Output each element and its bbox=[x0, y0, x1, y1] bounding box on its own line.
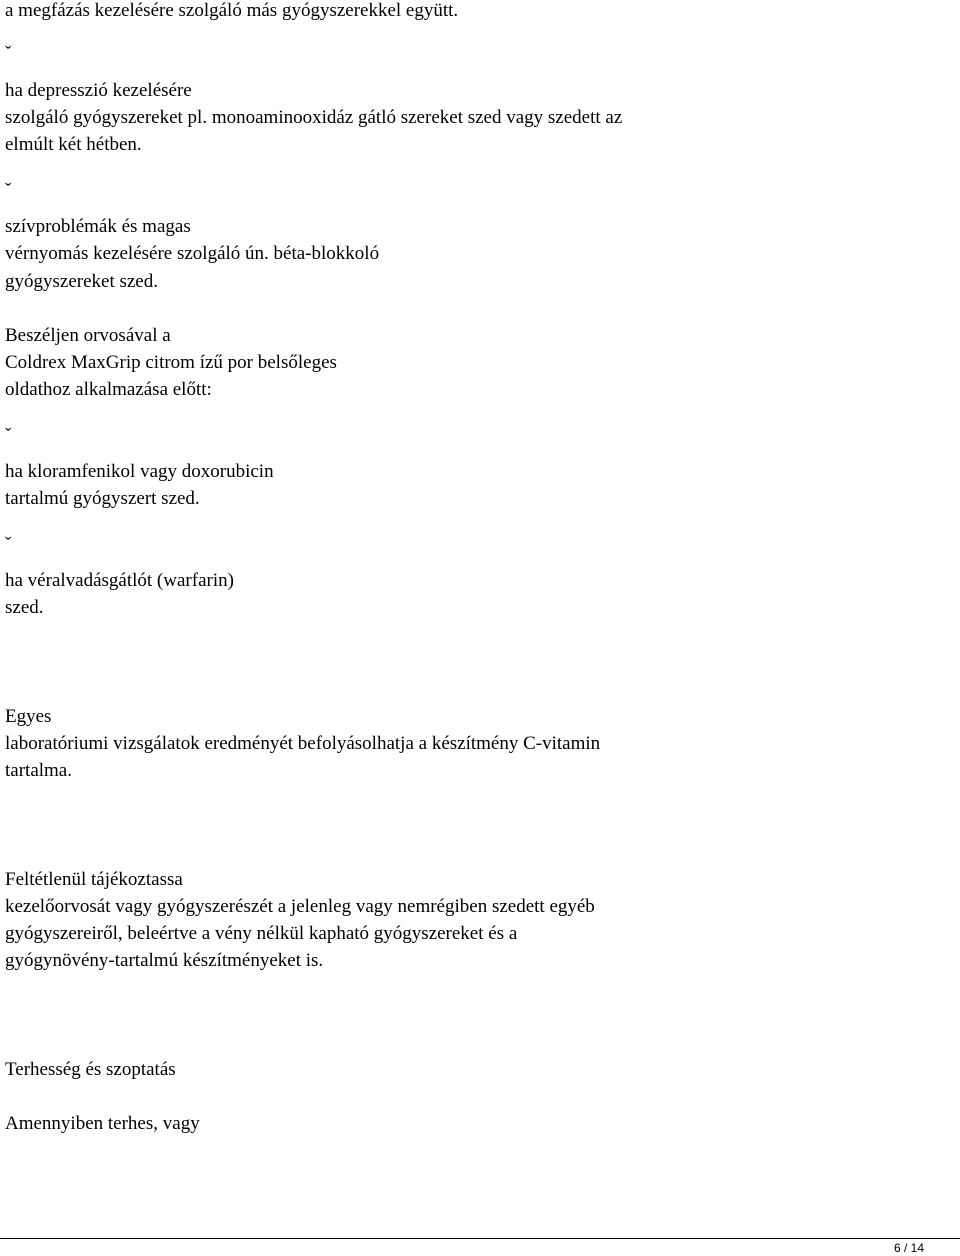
text-line: szolgáló gyógyszereket pl. monoaminooxidáz gátló szereket szed vagy szedett az bbox=[5, 107, 623, 128]
text-line: Coldrex MaxGrip citrom ízű por belsőleges bbox=[5, 352, 337, 373]
footer-divider bbox=[0, 1238, 960, 1239]
text-line: oldathoz alkalmazása előtt: bbox=[5, 379, 212, 400]
text-line: Beszéljen orvosával a bbox=[5, 325, 171, 346]
text-line: Feltétlenül tájékoztassa bbox=[5, 869, 183, 890]
text-line: elmúlt két hétben. bbox=[5, 134, 142, 155]
text-line: a megfázás kezelésére szolgáló más gyógyszerekkel együtt. bbox=[5, 0, 459, 21]
bullet-mark: ˇ bbox=[5, 534, 12, 555]
text-line: laboratóriumi vizsgálatok eredményét befolyásolhatja a készítmény C-vitamin bbox=[5, 733, 601, 754]
text-line: gyógyszereiről, beleértve a vény nélkül kapható gyógyszereket és a bbox=[5, 923, 518, 944]
section-heading: Terhesség és szoptatás bbox=[5, 1059, 176, 1080]
text-line: tartalma. bbox=[5, 760, 72, 781]
text-line: gyógyszereket szed. bbox=[5, 271, 158, 292]
text-line: szívproblémák és magas bbox=[5, 216, 191, 237]
text-line: tartalmú gyógyszert szed. bbox=[5, 488, 200, 509]
text-line: vérnyomás kezelésére szolgáló ún. béta-blokkoló bbox=[5, 243, 380, 264]
text-line: szed. bbox=[5, 597, 44, 618]
bullet-mark: ˇ bbox=[5, 425, 12, 446]
text-line: Amennyiben terhes, vagy bbox=[5, 1113, 200, 1134]
text-line: ha véralvadásgátlót (warfarin) bbox=[5, 570, 234, 591]
text-line: ha kloramfenikol vagy doxorubicin bbox=[5, 461, 274, 482]
bullet-mark: ˇ bbox=[5, 180, 12, 201]
text-line: Egyes bbox=[5, 706, 52, 727]
text-line: gyógynövény-tartalmú készítményeket is. bbox=[5, 950, 324, 971]
text-line: ha depresszió kezelésére bbox=[5, 80, 192, 101]
page-number: 6 / 14 bbox=[893, 1241, 924, 1255]
bullet-mark: ˇ bbox=[5, 43, 12, 64]
text-line: kezelőorvosát vagy gyógyszerészét a jelenleg vagy nemrégiben szedett egyéb bbox=[5, 896, 595, 917]
